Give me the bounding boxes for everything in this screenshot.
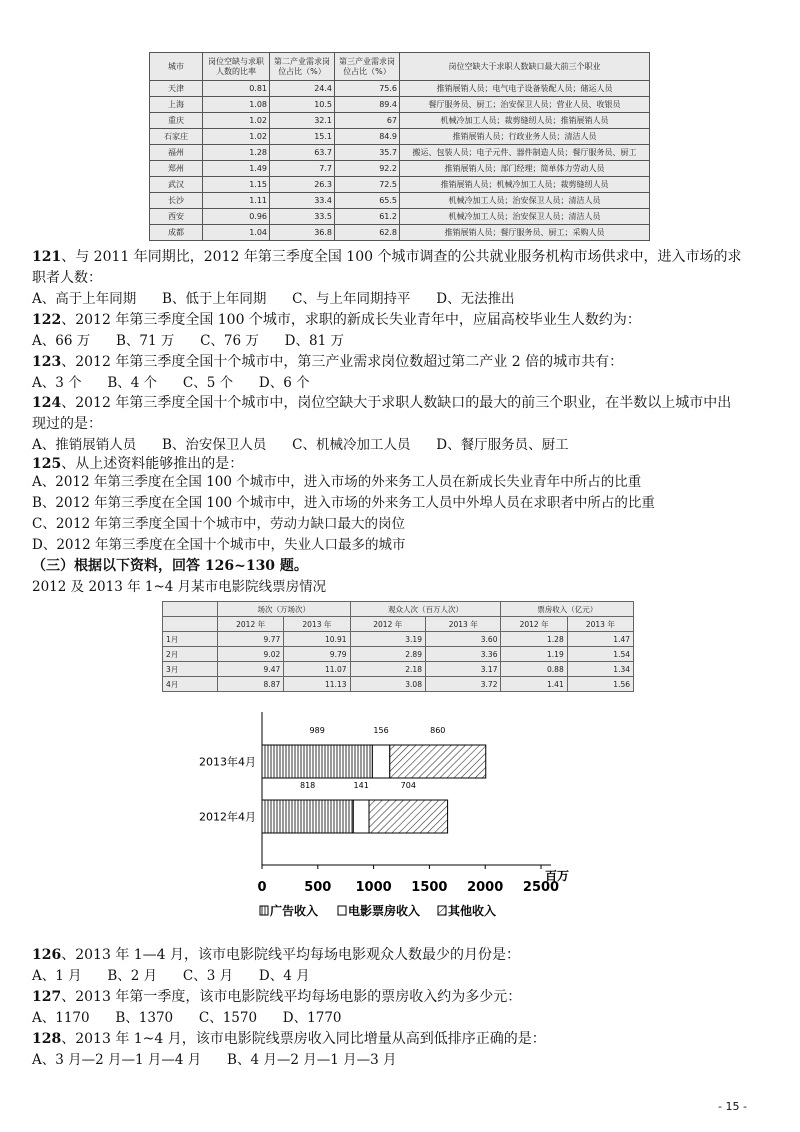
value-cell: 9.47 (218, 662, 284, 677)
question-number: 121 (32, 249, 62, 265)
question-options: A、66 万 B、71 万 C、76 万 D、81 万 (32, 333, 344, 349)
city-cell: 上海 (150, 97, 203, 113)
ratio-cell: 1.08 (203, 97, 270, 113)
tertiary-cell: 75.6 (335, 81, 400, 97)
question-number: 122 (32, 312, 62, 328)
secondary-cell: 26.3 (270, 177, 335, 193)
x-tick-label: 2500 (522, 880, 560, 895)
question-number: 127 (32, 989, 62, 1005)
header-tertiary: 第三产业需求岗位占比（%） (335, 53, 400, 81)
tertiary-cell: 35.7 (335, 145, 400, 161)
value-cell: 0.88 (501, 662, 567, 677)
box-office-table (162, 601, 634, 692)
occupations-cell: 推销展销人员；行政业务人员；清洁人员 (400, 129, 650, 145)
bar-segment-广告收入 (262, 745, 372, 778)
year-header: 2012 年 (350, 617, 425, 632)
x-tick-label: 0 (257, 880, 267, 895)
bar-segment-电影票房收入 (372, 745, 389, 778)
city-cell: 成都 (150, 225, 203, 241)
data-label: 141 (353, 781, 369, 790)
data-label: 818 (300, 781, 316, 790)
ratio-cell: 1.02 (203, 129, 270, 145)
value-cell: 11.07 (284, 662, 350, 677)
secondary-cell: 10.5 (270, 97, 335, 113)
secondary-cell: 15.1 (270, 129, 335, 145)
question-number: 126 (32, 947, 62, 963)
ratio-cell: 0.81 (203, 81, 270, 97)
legend-swatch (260, 906, 268, 915)
data-label: 860 (430, 726, 446, 735)
bar-segment-电影票房收入 (353, 800, 369, 833)
occupations-cell: 推销展销人员；电气电子设备装配人员；储运人员 (400, 81, 650, 97)
data-label: 989 (309, 726, 325, 735)
secondary-cell: 63.7 (270, 145, 335, 161)
header-occupations: 岗位空缺大于求职人数缺口最大前三个职业 (400, 53, 650, 81)
value-cell: 3.72 (425, 677, 500, 692)
secondary-cell: 24.4 (270, 81, 335, 97)
legend-label: 电影票房收入 (348, 904, 421, 918)
year-header: 2012 年 (501, 617, 567, 632)
q125-option-a: A、2012 年第三季度在全国 100 个城市中，进入市场的外来务工人员在新成长失业青年中所占的比重 (32, 474, 642, 490)
category-label: 2013年4月 (199, 755, 256, 769)
table-row (150, 177, 650, 193)
table-row (150, 209, 650, 225)
value-cell: 1.54 (567, 647, 633, 662)
value-cell: 1.28 (501, 632, 567, 647)
year-header: 2013 年 (284, 617, 350, 632)
table-row (163, 647, 634, 662)
value-cell: 2.89 (350, 647, 425, 662)
table-row (150, 193, 650, 209)
bar-segment-广告收入 (262, 800, 353, 833)
ratio-cell: 1.28 (203, 145, 270, 161)
table-row (150, 129, 650, 145)
city-cell: 武汉 (150, 177, 203, 193)
occupations-cell: 机械冷加工人员；裁剪缝纫人员；推销展销人员 (400, 113, 650, 129)
city-cell: 长沙 (150, 193, 203, 209)
x-axis-unit: 百万 (545, 869, 570, 883)
question-text: 、2013 年 1—4 月，该市电影院线平均每场电影观众人数最少的月份是： (61, 947, 521, 963)
occupations-cell: 搬运、包装人员；电子元件、器件制造人员；餐厅服务员、厨工 (400, 145, 650, 161)
question-number: 124 (32, 395, 62, 411)
occupations-cell: 推销展销人员；部门经理；简单体力劳动人员 (400, 161, 650, 177)
occupations-cell: 推销展销人员；机械冷加工人员；裁剪缝纫人员 (400, 177, 650, 193)
question-128 (32, 1030, 546, 1048)
city-job-table (149, 52, 650, 241)
city-cell: 福州 (150, 145, 203, 161)
table-row (150, 145, 650, 161)
page-number: - 15 - (718, 1100, 747, 1113)
question-number: 125 (32, 456, 62, 472)
value-cell: 3.08 (350, 677, 425, 692)
secondary-cell: 7.7 (270, 161, 335, 177)
occupations-cell: 餐厅服务员、厨工；治安保卫人员；营业人员、收银员 (400, 97, 650, 113)
city-cell: 郑州 (150, 161, 203, 177)
x-tick-label: 500 (304, 880, 332, 895)
secondary-cell: 33.4 (270, 193, 335, 209)
city-cell: 石家庄 (150, 129, 203, 145)
table-row (150, 81, 650, 97)
header-city: 城市 (150, 53, 203, 81)
table-row (150, 161, 650, 177)
month-cell: 2月 (163, 647, 218, 662)
value-cell: 1.41 (501, 677, 567, 692)
ratio-cell: 1.04 (203, 225, 270, 241)
table-row (150, 225, 650, 241)
question-text: 、2013 年第一季度，该市电影院线平均每场电影的票房收入约为多少元： (61, 989, 522, 1005)
question-options: A、推销展销人员 B、治安保卫人员 C、机械冷加工人员 D、餐厅服务员、厨工 (32, 437, 569, 453)
data-label: 156 (373, 726, 389, 735)
legend-label: 其他收入 (448, 904, 497, 918)
question-text: 、2012 年第三季度全国 100 个城市，求职的新成长失业青年中，应届高校毕业生人数约为： (61, 312, 641, 328)
value-cell: 1.34 (567, 662, 633, 677)
tertiary-cell: 72.5 (335, 177, 400, 193)
value-cell: 8.87 (218, 677, 284, 692)
legend-swatch (338, 906, 346, 915)
question-127 (32, 988, 521, 1006)
year-header: 2013 年 (567, 617, 633, 632)
tertiary-cell: 67 (335, 113, 400, 129)
section-subtitle: 2012 及 2013 年 1~4 月某市电影院线票房情况 (32, 579, 327, 595)
tertiary-cell: 65.5 (335, 193, 400, 209)
x-tick-label: 1500 (411, 880, 448, 895)
month-cell: 4月 (163, 677, 218, 692)
value-cell: 9.79 (284, 647, 350, 662)
q125-option-d: D、2012 年第三季度在全国十个城市中，失业人口最多的城市 (32, 537, 406, 553)
table-row (163, 632, 634, 647)
ratio-cell: 0.96 (203, 209, 270, 225)
legend-swatch (438, 906, 446, 915)
question-text: 、与 2011 年同期比，2012 年第三季度全国 100 个城市调查的公共就业服务机构市场供求中，进入市场的求 (61, 249, 742, 265)
bar-segment-其他收入 (369, 800, 448, 833)
category-label: 2012年4月 (199, 810, 256, 824)
header-secondary: 第二产业需求岗位占比（%） (270, 53, 335, 81)
question-number: 123 (32, 354, 62, 370)
question-options: A、高于上年同期 B、低于上年同期 C、与上年同期持平 D、无法推出 (32, 291, 515, 307)
legend-label: 广告收入 (270, 904, 319, 918)
value-cell: 1.56 (567, 677, 633, 692)
question-125 (32, 455, 243, 473)
value-cell: 9.02 (218, 647, 284, 662)
year-header: 2012 年 (218, 617, 284, 632)
question-121 (32, 248, 741, 266)
group-header-audience: 观众人次（百万人次） (350, 602, 501, 617)
question-number: 128 (32, 1031, 62, 1047)
city-cell: 西安 (150, 209, 203, 225)
header-ratio: 岗位空缺与求职人数的比率 (203, 53, 270, 81)
table-row (150, 97, 650, 113)
value-cell: 3.17 (425, 662, 500, 677)
occupations-cell: 推销展销人员；餐厅服务员、厨工；采购人员 (400, 225, 650, 241)
question-text: 、2012 年第三季度全国十个城市中，岗位空缺大于求职人数缺口的最大的前三个职业，在半数以上城市中出 (61, 395, 732, 411)
secondary-cell: 33.5 (270, 209, 335, 225)
ratio-cell: 1.49 (203, 161, 270, 177)
occupations-cell: 机械冷加工人员；治安保卫人员；清洁人员 (400, 193, 650, 209)
value-cell: 1.19 (501, 647, 567, 662)
city-cell: 天津 (150, 81, 203, 97)
month-cell: 1月 (163, 632, 218, 647)
ratio-cell: 1.15 (203, 177, 270, 193)
data-label: 704 (400, 781, 416, 790)
secondary-cell: 36.8 (270, 225, 335, 241)
tertiary-cell: 61.2 (335, 209, 400, 225)
ratio-cell: 1.11 (203, 193, 270, 209)
tertiary-cell: 89.4 (335, 97, 400, 113)
table-row (163, 662, 634, 677)
revenue-stacked-bar-chart (180, 712, 600, 938)
value-cell: 3.36 (425, 647, 500, 662)
value-cell: 1.47 (567, 632, 633, 647)
question-text: 、2013 年 1~4 月，该市电影院线票房收入同比增量从高到低排序正确的是： (61, 1031, 546, 1047)
ratio-cell: 1.02 (203, 113, 270, 129)
question-options: A、3 个 B、4 个 C、5 个 D、6 个 (32, 375, 310, 391)
city-cell: 重庆 (150, 113, 203, 129)
question-options: A、3 月—2 月—1 月—4 月 B、4 月—2 月—1 月—3 月 (32, 1052, 397, 1068)
question-126 (32, 946, 520, 964)
occupations-cell: 机械冷加工人员；治安保卫人员；清洁人员 (400, 209, 650, 225)
secondary-cell: 32.1 (270, 113, 335, 129)
table-row (163, 677, 634, 692)
question-options: A、1 月 B、2 月 C、3 月 D、4 月 (32, 968, 310, 984)
table-row (150, 113, 650, 129)
value-cell: 11.13 (284, 677, 350, 692)
x-tick-label: 2000 (467, 880, 504, 895)
value-cell: 10.91 (284, 632, 350, 647)
value-cell: 2.18 (350, 662, 425, 677)
tertiary-cell: 84.9 (335, 129, 400, 145)
question-124 (32, 394, 731, 412)
q125-option-c: C、2012 年第三季度全国十个城市中，劳动力缺口最大的岗位 (32, 516, 405, 532)
q125-option-b: B、2012 年第三季度在全国 100 个城市中，进入市场的外来务工人员中外埠人员在求职者中所占的比重 (32, 495, 655, 511)
value-cell: 3.19 (350, 632, 425, 647)
month-cell: 3月 (163, 662, 218, 677)
year-header: 2013 年 (425, 617, 500, 632)
question-123 (32, 353, 623, 371)
tertiary-cell: 62.8 (335, 225, 400, 241)
question-122 (32, 311, 641, 329)
value-cell: 3.60 (425, 632, 500, 647)
question-text-continued: 职者人数： (32, 270, 102, 286)
question-text: 、2012 年第三季度全国十个城市中，第三产业需求岗位数超过第二产业 2 倍的城市共有： (61, 354, 624, 370)
bar-segment-其他收入 (390, 745, 486, 778)
question-options: A、1170 B、1370 C、1570 D、1770 (32, 1010, 342, 1026)
question-text-continued: 现过的是： (32, 416, 102, 432)
value-cell: 9.77 (218, 632, 284, 647)
section-title: （三）根据以下资料，回答 126~130 题。 (32, 558, 308, 574)
group-header-screenings: 场次（万场次） (218, 602, 351, 617)
group-header-revenue: 票房收入（亿元） (501, 602, 634, 617)
question-text: 、从上述资料能够推出的是： (61, 456, 244, 472)
x-tick-label: 1000 (355, 880, 392, 895)
tertiary-cell: 92.2 (335, 161, 400, 177)
